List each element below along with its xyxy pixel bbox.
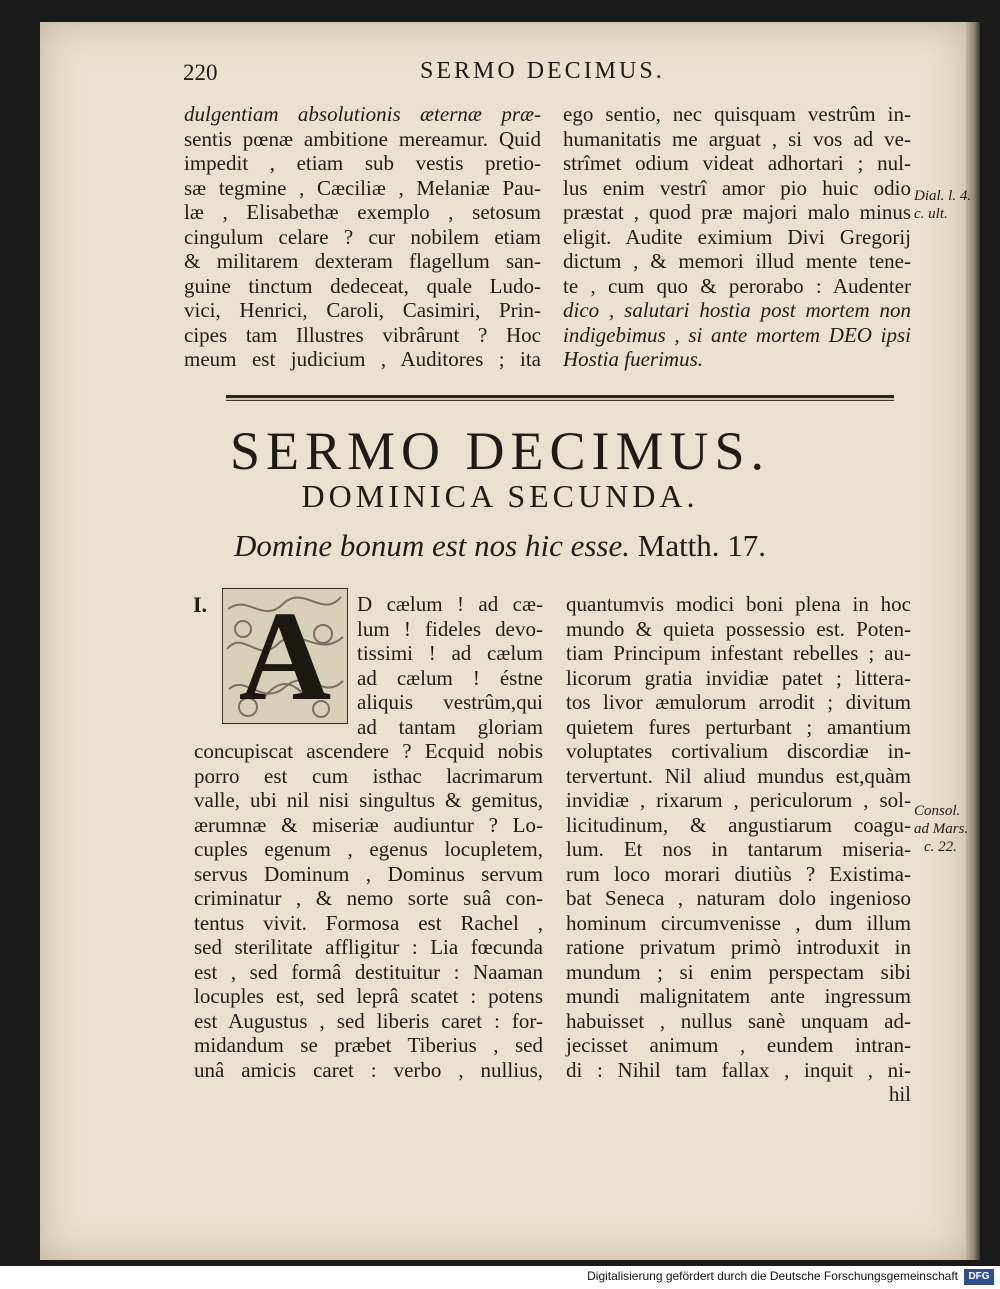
text-line: sed sterilitate affligitur : Lia fœcunda <box>194 935 543 959</box>
dfg-logo[interactable]: DFG <box>964 1269 994 1285</box>
text-line: servus Dominum , Dominus servum <box>194 861 543 886</box>
text-line: midandum se præbet Tiberius , sed <box>194 1033 543 1057</box>
decorated-initial <box>222 588 348 724</box>
text-line: voluptates cortivalium discordiæ in- <box>566 739 911 763</box>
text-line: tentus vivit. Formosa est Rachel , <box>194 910 543 935</box>
margin-note: ad Mars. <box>914 821 969 837</box>
text-line: ærumnæ & miseriæ audiuntur ? Lo- <box>194 812 543 837</box>
text-line: tiam Principum infestant rebelles ; au- <box>566 641 911 665</box>
sermon-title: SERMO DECIMUS. <box>229 421 771 481</box>
text-line: quietem fures perturbant ; amantium <box>566 714 911 739</box>
text-line: locuples est, sed leprâ scatet : potens <box>194 984 543 1008</box>
text-line: præstat , quod præ majori malo minus <box>563 200 911 224</box>
text-line: dulgentiam absolutionis æternæ præ- <box>184 102 541 126</box>
text-line: ratione privatum primò introduxit in <box>566 935 911 959</box>
text-line: invidiæ , rixarum , periculorum , sol- <box>566 788 911 812</box>
text-line: mundi malignitatem ante ingressum <box>566 984 911 1008</box>
page-number: 220 <box>183 60 218 85</box>
text-line: rum loco morari diutiùs ? Existima- <box>566 861 911 886</box>
text-line: cingulum celare ? cur nobilem etiam <box>184 224 541 249</box>
text-line: lum. Et nos in tantarum miseria- <box>566 837 911 861</box>
page-edge <box>966 22 980 1260</box>
text-line: jecisset animum , eundem intran- <box>566 1033 911 1057</box>
text-line: lum ! fideles devo- <box>357 616 543 641</box>
text-line: læ , Elisabethæ exemplo , setosum <box>184 200 541 224</box>
text-line: est , sed formâ destituitur : Naaman <box>194 959 543 984</box>
top-left-column <box>184 102 541 372</box>
text-line: & militarem dexteram flagellum san- <box>184 249 541 273</box>
section-number: I. <box>193 592 208 617</box>
sermon-subtitle: DOMINICA SECUNDA. <box>301 478 699 514</box>
text-line: ad tantam gloriam <box>357 714 543 739</box>
top-right-column <box>563 102 911 372</box>
text-line: indigebimus , si ante mortem DEO ipsi <box>563 322 911 347</box>
running-head: SERMO DECIMUS. <box>420 58 665 84</box>
text-line: D cælum ! ad cæ- <box>357 592 543 616</box>
text-line: impedit , etiam sub vestis pretio- <box>184 151 541 175</box>
text-line: tissimi ! ad cælum <box>357 641 543 665</box>
catchword: hil <box>888 1082 911 1106</box>
text-line: porro est cum isthac lacrimarum <box>194 763 543 788</box>
funding-credit: Digitalisierung gefördert durch die Deutsche Forschungsgemeinschaft <box>587 1269 958 1283</box>
drop-cap-letter: A <box>238 588 332 724</box>
text-line: sæ tegmine , Cæciliæ , Melaniæ Pau- <box>184 175 541 200</box>
verse-text: Domine bonum est nos hic esse. <box>233 528 630 563</box>
text-line: dico , salutari hostia post mortem non <box>563 298 911 322</box>
text-line: concupiscat ascendere ? Ecquid nobis <box>194 739 543 763</box>
text-line: mundum ; si enim perspectam sibi <box>566 959 911 984</box>
text-line: valle, ubi nil nisi singultus & gemitus, <box>194 788 543 812</box>
text-line: vici, Henrici, Caroli, Casimiri, Prin- <box>184 298 541 322</box>
text-line: humanitatis me arguat , si vos ad ve- <box>563 126 911 151</box>
text-line: cuples egenum , egenus locupletem, <box>194 837 543 861</box>
bottom-right-column <box>566 592 911 1107</box>
margin-note: c. ult. <box>914 206 948 222</box>
text-line: quantumvis modici boni plena in hoc <box>566 592 911 616</box>
text-line: est Augustus , sed liberis caret : for- <box>194 1008 543 1033</box>
text-line: ad cælum ! éstne <box>357 665 543 690</box>
text-line: unâ amicis caret : verbo , nullius, <box>194 1057 543 1082</box>
text-line: Hostia fuerimus. <box>563 347 704 371</box>
text-line: tos livor æmulorum arrodit ; divitum <box>566 690 911 714</box>
text-line: te , cum quo & perorabo : Audenter <box>563 273 911 298</box>
text-line: tervertunt. Nil aliud mundus est,quàm <box>566 763 911 788</box>
text-line: lus enim vestrî amor pio huic odio <box>563 175 911 200</box>
bottom-left-column <box>194 739 543 1082</box>
text-line: sentis pœnæ ambitione mereamur. Quid <box>184 126 541 151</box>
text-line: ego sentio, nec quisquam vestrûm in- <box>563 102 911 126</box>
text-line: cipes tam Illustres vibrârunt ? Hoc <box>184 322 541 347</box>
text-line: strîmet odium videat adhortari ; nul- <box>563 151 911 175</box>
footer-bar <box>0 1266 1000 1289</box>
text-line: licitudinum, & angustiarum coagu- <box>566 812 911 837</box>
text-line: habuisset , nullus sanè unquam ad- <box>566 1008 911 1033</box>
text-line: bat Seneca , naturam dolo ingenioso <box>566 886 911 910</box>
text-line: licorum gratia invidiæ patet ; littera- <box>566 665 911 690</box>
text-line: di : Nihil tam fallax , inquit , ni- <box>566 1057 911 1082</box>
text-line: aliquis vestrûm,qui <box>357 690 543 714</box>
margin-note: c. 22. <box>924 839 957 855</box>
text-line: criminatur , & nemo sorte suâ con- <box>194 886 543 910</box>
text-line: guine tinctum dedeceat, quale Ludo- <box>184 273 541 298</box>
verse-reference: Matth. 17. <box>637 528 767 563</box>
text-line: mundo & quieta possessio est. Poten- <box>566 616 911 641</box>
initial-adjacent-lines <box>357 592 543 739</box>
margin-note: Consol. <box>914 803 961 819</box>
text-line: hominum circumvenisse , dum illum <box>566 910 911 935</box>
text-line: meum est judicium , Auditores ; ita <box>184 347 541 371</box>
margin-note: Dial. l. 4. <box>914 188 972 204</box>
section-divider <box>226 395 894 398</box>
text-line: dictum , & memori illud mente tene- <box>563 249 911 273</box>
sermon-verse <box>0 528 1000 564</box>
text-line: eligit. Audite eximium Divi Gregorij <box>563 224 911 249</box>
